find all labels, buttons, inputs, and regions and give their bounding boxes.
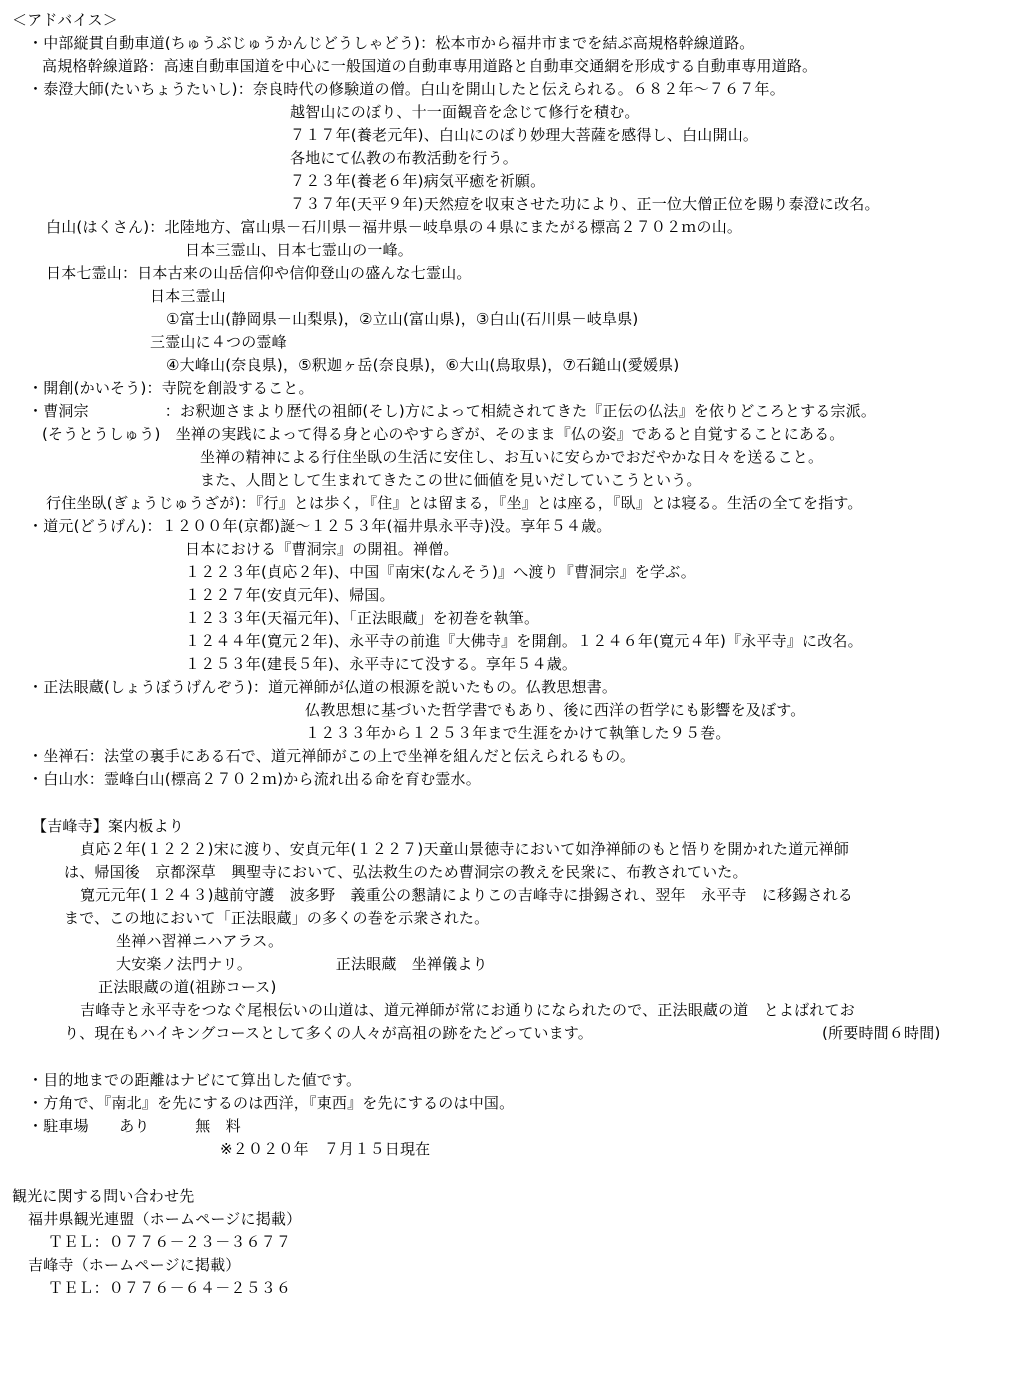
text-line: ・正法眼蔵(しょうぼうげんぞう)：道元禅師が仏道の根源を説いたもの。仏教思想書。 bbox=[28, 678, 618, 696]
contact-name: 福井県観光連盟（ホームページに掲載） bbox=[28, 1210, 302, 1228]
text-line: ・方角で、『南北』を先にするのは西洋，『東西』を先にするのは中国。 bbox=[28, 1094, 515, 1112]
text-line: 吉峰寺と永平寺をつなぐ尾根伝いの山道は、道元禅師が常にお通りになられたので、正法眼蔵の道 とよばれてお bbox=[80, 1001, 855, 1019]
text-line: 大安楽ノ法門ナリ。 正法眼蔵 坐禅儀より bbox=[116, 955, 488, 973]
text-line: 三霊山に４つの霊峰 bbox=[150, 333, 287, 351]
text-line: ①富士山(静岡県－山梨県)，②立山(富山県)，③白山(石川県－岐阜県) bbox=[166, 310, 639, 328]
text-line: 日本七霊山：日本古来の山岳信仰や信仰登山の盛んな七霊山。 bbox=[46, 264, 472, 282]
text-line: ・駐車場 あり 無 料 bbox=[28, 1117, 241, 1135]
text-line: 日本における『曹洞宗』の開祖。禅僧。 bbox=[185, 540, 459, 558]
text-line: 白山(はくさん)：北陸地方、富山県－石川県－福井県－岐阜県の４県にまたがる標高２７０２ｍの山。 bbox=[46, 218, 743, 236]
text-line: り、現在もハイキングコースとして多くの人々が高祖の跡をたどっています。 bbox=[64, 1024, 594, 1042]
text-line: １２２３年(貞応２年)、中国『南宋(なんそう)』へ渡り『曹洞宗』を学ぶ。 bbox=[185, 563, 696, 581]
text-line: 行住坐臥(ぎょうじゅうざが)：『行』とは歩く，『住』とは留まる，『坐』とは座る，『臥』とは寝る。生活の全てを指す。 bbox=[46, 494, 863, 512]
text-line: ７１７年(養老元年)、白山にのぼり妙理大菩薩を感得し、白山開山。 bbox=[290, 126, 759, 144]
text-line: ・目的地までの距離はナビにて算出した値です。 bbox=[28, 1071, 362, 1089]
text-line: 坐禅ハ習禅ニハアラス。 bbox=[116, 932, 284, 950]
text-line: 越智山にのぼり、十一面観音を念じて修行を積む。 bbox=[290, 103, 640, 121]
contact-phone: ＴＥＬ：０７７６－２３－３６７７ bbox=[48, 1233, 292, 1251]
text-line: ７３７年(天平９年)天然痘を収束させた功により、正一位大僧正位を賜り泰澄に改名。 bbox=[290, 195, 880, 213]
text-line: ・中部縦貫自動車道(ちゅうぶじゅうかんじどうしゃどう)：松本市から福井市までを結ぶ高規格幹線道路。 bbox=[28, 34, 755, 52]
section-title: 【吉峰寺】案内板より bbox=[32, 817, 185, 835]
text-line: ・曹洞宗 ：お釈迦さまより歴代の祖師(そし)方によって相続されてきた『正伝の仏法』を依りどころとする宗派。 bbox=[28, 402, 877, 420]
text-line: また、人間として生まれてきたこの世に価値を見いだしていこうという。 bbox=[200, 471, 702, 489]
text-line: １２２７年(安貞元年)、帰国。 bbox=[185, 586, 395, 604]
advice-heading: ＜アドバイス＞ bbox=[12, 11, 118, 29]
text-line: ④大峰山(奈良県)，⑤釈迦ヶ岳(奈良県)，⑥大山(鳥取県)，⑦石鎚山(愛媛県) bbox=[166, 356, 680, 374]
text-line: は、帰国後 京都深草 興聖寺において、弘法救生のため曹洞宗の教えを民衆に、布教されていた。 bbox=[64, 863, 748, 881]
text-line: 各地にて仏教の布教活動を行う。 bbox=[290, 149, 519, 167]
text-line: 日本三霊山、日本七霊山の一峰。 bbox=[185, 241, 414, 259]
text-line: ・開創(かいそう)：寺院を創設すること。 bbox=[28, 379, 314, 397]
text-line: ・道元(どうげん)：１２００年(京都)誕〜１２５３年(福井県永平寺)没。享年５４歳。 bbox=[28, 517, 612, 535]
text-line: １２３３年(天福元年)、「正法眼蔵」を初巻を執筆。 bbox=[185, 609, 540, 627]
text-line: １２４４年(寛元２年)、永平寺の前進『大佛寺』を開創。１２４６年(寛元４年)『永平寺』に改名。 bbox=[185, 632, 863, 650]
text-line: 坐禅の精神による行住坐臥の生活に安住し、お互いに安らかでおだやかな日々を送ること。 bbox=[200, 448, 824, 466]
text-line: 日本三霊山 bbox=[150, 287, 227, 305]
text-line: １２３３年から１２５３年まで生涯をかけて執筆した９５巻。 bbox=[305, 724, 731, 742]
contact-name: 吉峰寺（ホームページに掲載） bbox=[28, 1256, 241, 1274]
text-line: ※２０２０年 ７月１５日現在 bbox=[220, 1140, 431, 1158]
text-line: ７２３年(養老６年)病気平癒を祈願。 bbox=[290, 172, 546, 190]
text-line: 仏教思想に基づいた哲学書でもあり、後に西洋の哲学にも影響を及ぼす。 bbox=[305, 701, 806, 719]
contact-phone: ＴＥＬ：０７７６－６４－２５３６ bbox=[48, 1279, 292, 1297]
text-line: (そうとうしゅう) 坐禅の実践によって得る身と心のやすらぎが、そのまま『仏の姿』であると自覚することにある。 bbox=[42, 425, 845, 443]
text-line: 正法眼蔵の道(祖跡コース) bbox=[98, 978, 277, 996]
text-line: まで、この地において「正法眼蔵」の多くの巻を示衆された。 bbox=[64, 909, 490, 927]
text-line: ・白山水：霊峰白山(標高２７０２ｍ)から流れ出る命を育む霊水。 bbox=[28, 770, 481, 788]
contact-heading: 観光に関する問い合わせ先 bbox=[12, 1187, 195, 1205]
text-line: ・坐禅石：法堂の裏手にある石で、道元禅師がこの上で坐禅を組んだと伝えられるもの。 bbox=[28, 747, 636, 765]
text-line: ・泰澄大師(たいちょうたいし)：奈良時代の修験道の僧。白山を開山したと伝えられる。６８２年〜７６７年。 bbox=[28, 80, 785, 98]
text-line: １２５３年(建長５年)、永平寺にて没する。享年５４歳。 bbox=[185, 655, 578, 673]
text-line: (所要時間６時間) bbox=[822, 1024, 941, 1042]
text-line: 高規格幹線道路：高速自動車国道を中心に一般国道の自動車専用道路と自動車交通網を形成する自動車専用道路。 bbox=[42, 57, 818, 75]
text-line: 貞応２年(１２２２)宋に渡り、安貞元年(１２２７)天童山景徳寺において如浄禅師のもと悟りを開かれた道元禅師 bbox=[80, 840, 850, 858]
text-line: 寛元元年(１２４３)越前守護 波多野 義重公の懇請によりこの吉峰寺に掛錫され、翌年 永平寺 に移錫される bbox=[80, 886, 854, 904]
